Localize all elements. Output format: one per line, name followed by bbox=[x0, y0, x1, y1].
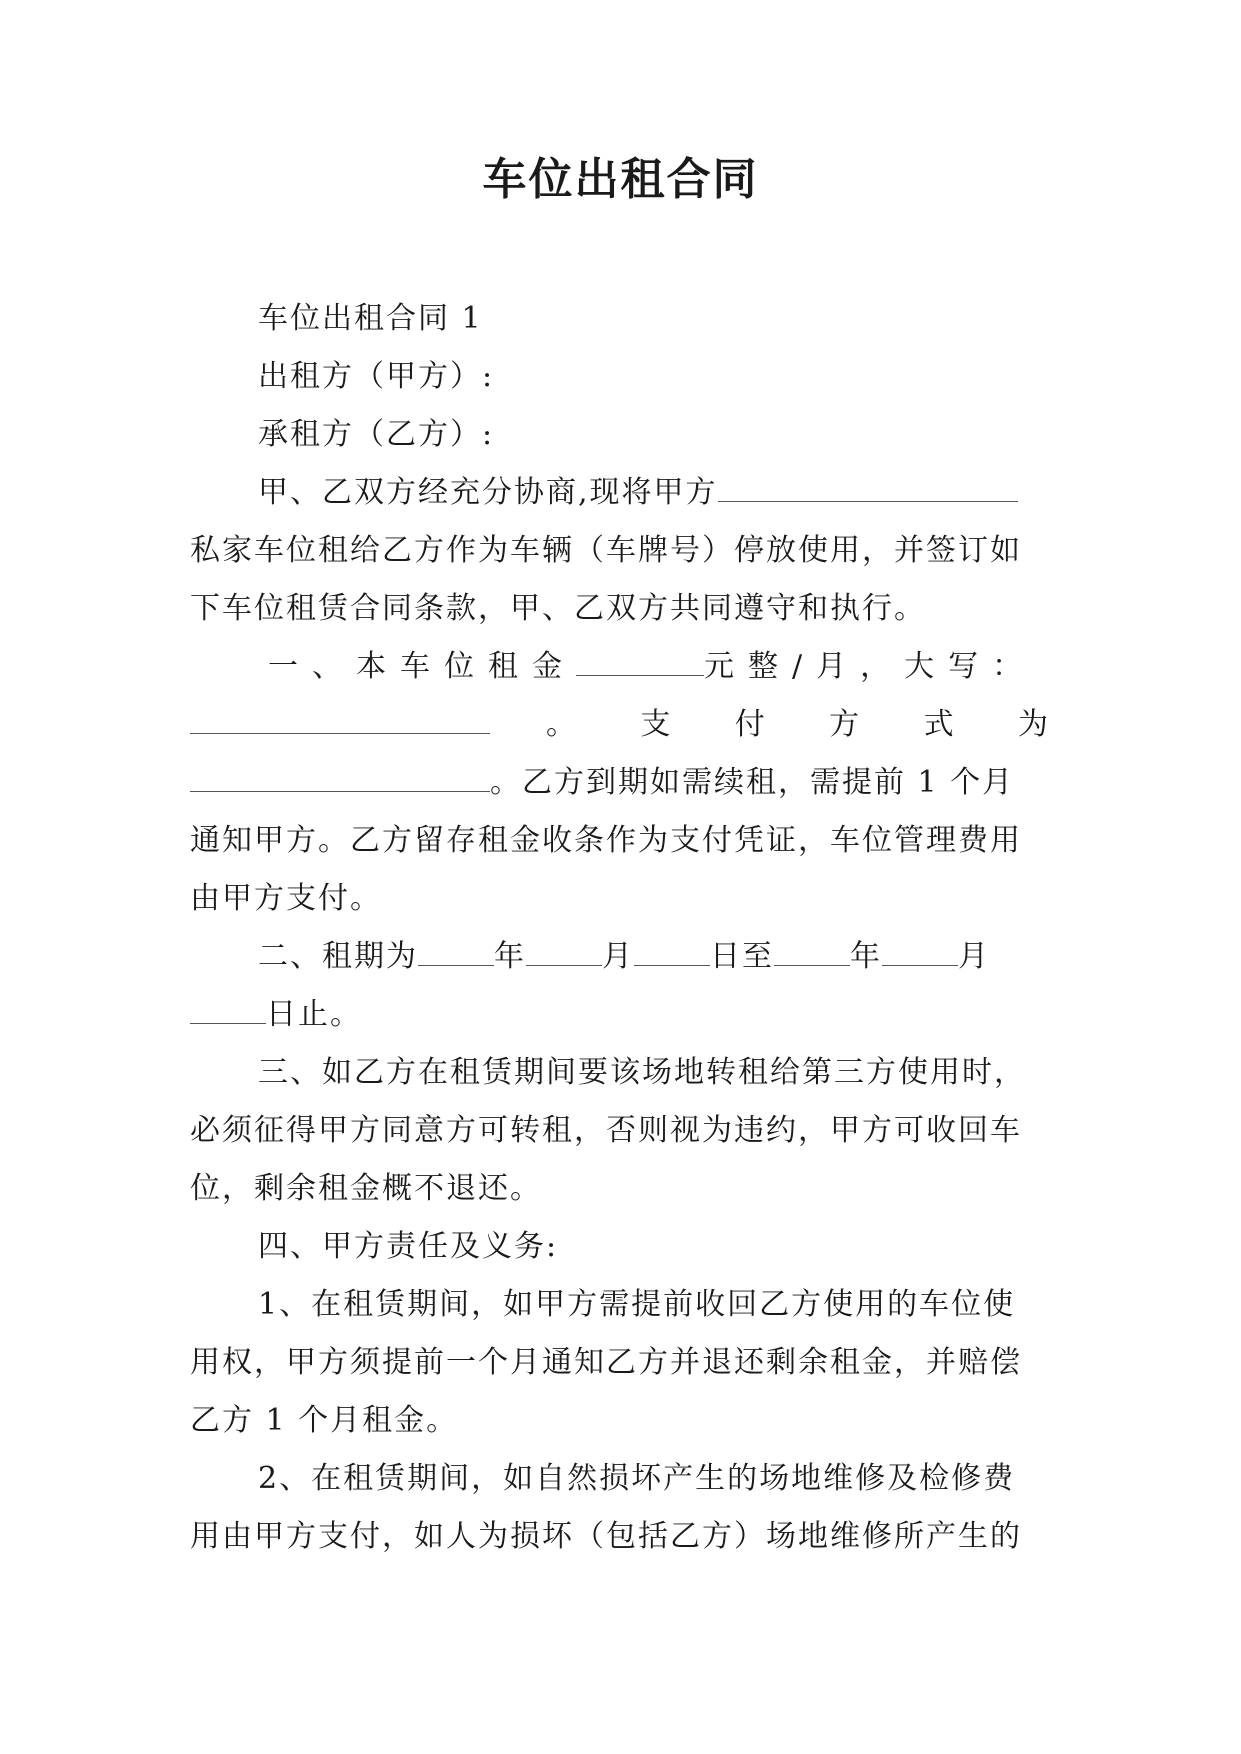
paragraph-1-text: 甲、乙双方经充分协商,现将甲方 bbox=[258, 475, 718, 510]
clause-4-item-2-line-2: 用由甲方支付，如人为损坏（包括乙方）场地维修所产生的 bbox=[190, 1519, 1022, 1554]
lessor-name-blank bbox=[718, 471, 1018, 502]
clause-2-prefix: 二、租期为 bbox=[258, 939, 418, 974]
lessee-line: 承租方（乙方）: bbox=[258, 417, 495, 452]
clause-1-line-4: 通知甲方。乙方留存租金收条作为支付凭证，车位管理费用 bbox=[190, 823, 1022, 858]
end-month-label: 月 bbox=[958, 939, 990, 974]
payment-word-5: 为 bbox=[1017, 707, 1050, 742]
clause-1-blank-group bbox=[190, 696, 578, 754]
contract-heading-line: 车位出租合同 1 bbox=[258, 301, 483, 336]
clause-1-line-2 bbox=[190, 696, 1050, 754]
clause-4-item-2-line-1: 2、在租赁期间，如自然损坏产生的场地维修及检修费 bbox=[258, 1461, 1016, 1496]
payment-word-4: 式 bbox=[923, 707, 956, 742]
clause-2-end: 日止。 bbox=[266, 997, 362, 1032]
clause-1-period: 。 bbox=[546, 707, 578, 742]
start-day-to-label: 日至 bbox=[710, 939, 774, 974]
clause-1-line-3 bbox=[190, 754, 1050, 812]
clause-2-line-2 bbox=[190, 986, 1050, 1044]
end-year-label: 年 bbox=[850, 939, 882, 974]
contract-body bbox=[190, 290, 1050, 1566]
clause-2-line-1 bbox=[190, 928, 1050, 986]
end-year-blank bbox=[774, 935, 850, 966]
start-month-label: 月 bbox=[602, 939, 634, 974]
clause-3-line-2: 必须征得甲方同意方可转租，否则视为违约，甲方可收回车 bbox=[190, 1113, 1022, 1148]
clause-1-suffix: 。乙方到期如需续租，需提前 1 个月 bbox=[490, 765, 1015, 800]
clause-4-item-1-line-1: 1、在租赁期间，如甲方需提前收回乙方使用的车位使 bbox=[258, 1287, 1016, 1322]
clause-1-line-1 bbox=[190, 638, 1050, 696]
payment-word-2: 付 bbox=[734, 707, 767, 742]
clause-3-line-1: 三、如乙方在租赁期间要该场地转租给第三方使用时， bbox=[258, 1055, 1026, 1090]
payment-word-3: 方 bbox=[829, 707, 862, 742]
start-year-label: 年 bbox=[494, 939, 526, 974]
document-title: 车位出租合同 bbox=[482, 154, 759, 205]
paragraph-1-line-2: 私家车位租给乙方作为车辆（车牌号）停放使用，并签订如 bbox=[190, 533, 1022, 568]
clause-4-item-1-line-3: 乙方 1 个月租金。 bbox=[190, 1403, 459, 1438]
clause-1-mid: 元整/月，大写： bbox=[704, 649, 1037, 684]
clause-4-heading: 四、甲方责任及义务: bbox=[258, 1229, 559, 1264]
end-month-blank bbox=[882, 935, 958, 966]
start-day-blank bbox=[634, 935, 710, 966]
end-day-blank bbox=[190, 993, 266, 1024]
paragraph-1-line-1 bbox=[190, 464, 1050, 522]
payment-word-1: 支 bbox=[640, 707, 673, 742]
start-year-blank bbox=[418, 935, 494, 966]
payment-method-blank bbox=[190, 761, 490, 792]
paragraph-1-line-3: 下车位租赁合同条款，甲、乙双方共同遵守和执行。 bbox=[190, 591, 926, 626]
clause-3-line-3: 位，剩余租金概不退还。 bbox=[190, 1171, 542, 1206]
rent-uppercase-blank bbox=[190, 703, 490, 734]
start-month-blank bbox=[526, 935, 602, 966]
rent-amount-blank bbox=[576, 645, 704, 676]
clause-1-prefix: 一、本车位租金 bbox=[268, 649, 576, 684]
lessor-line: 出租方（甲方）: bbox=[258, 359, 495, 394]
clause-4-item-1-line-2: 用权，甲方须提前一个月通知乙方并退还剩余租金，并赔偿 bbox=[190, 1345, 1022, 1380]
clause-1-line-5: 由甲方支付。 bbox=[190, 881, 382, 916]
